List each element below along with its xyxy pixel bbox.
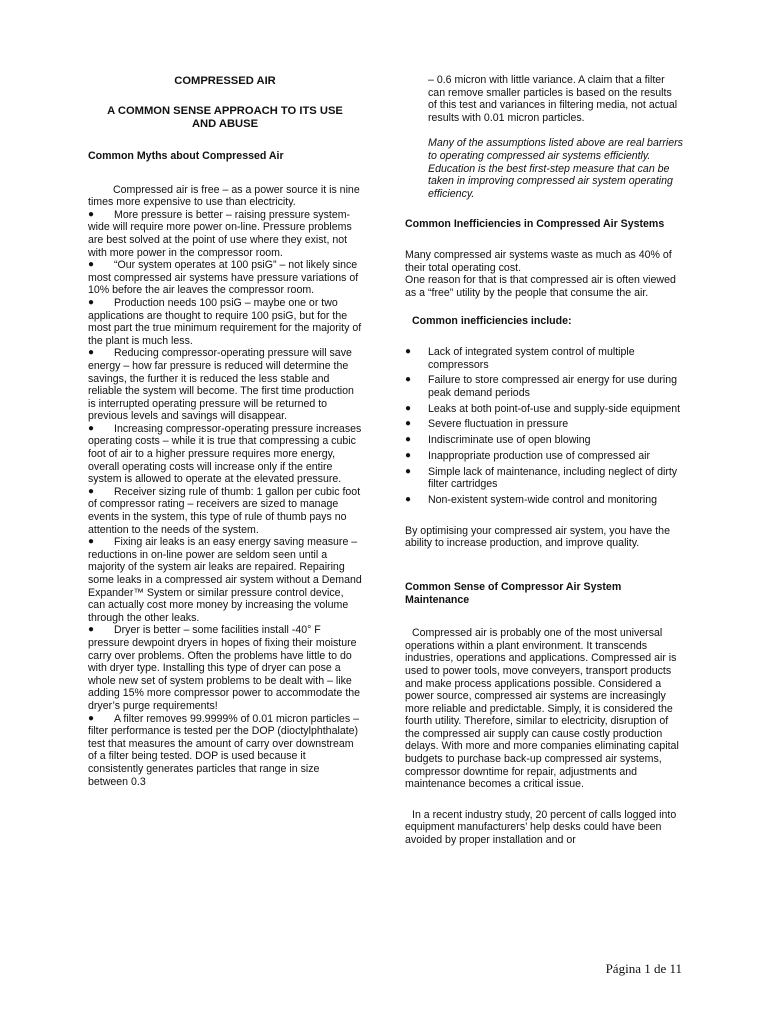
bullet-icon: ● xyxy=(88,624,95,636)
bullet-icon: ● xyxy=(405,402,412,414)
maintenance-paragraph: Compressed air is probably one of the most universal operations within a plant environment. It transcends industries, operations and applications. Compressed air is used to power tools, move conveyers, transport products and make process applications possible. Considered a power source, compressed air systems are increasingly more reliable and predictable. Simply, it is considered the fourth utility. Therefore, similar to electricity, disruption of the compressed air supply can cause costly production delays. With more and more companies eliminating capital budgets to purchase back-up compressed air systems, compressor downtime for repair, adjustments and maintenance becomes a critical issue. xyxy=(405,627,679,791)
list-item: ● Lack of integrated system control of multiple compressors xyxy=(405,345,635,371)
list-item: ● Receiver sizing rule of thumb: 1 gallon per cubic foot of compressor rating – receivers are sized to manage events in the system, this type of rule of thumb pays no attention to the needs of the system. xyxy=(88,485,361,536)
bullet-icon: ● xyxy=(88,712,95,724)
myths-intro: Compressed air is free – as a power source it is nine times more expensive to use than electricity. xyxy=(88,183,360,209)
bullet-icon: ● xyxy=(88,485,95,497)
filter-continuation: – 0.6 micron with little variance. A claim that a filter can remove smaller particles is based on the results of this test and variances in filtering media, not actual results with 0.01 micron particles. xyxy=(428,74,678,124)
maintenance-heading: Common Sense of Compressor Air System Maintenance xyxy=(405,580,622,606)
list-item: ● Inappropriate production use of compressed air xyxy=(405,450,651,462)
list-item: ● Leaks at both point-of-use and supply-side equipment xyxy=(405,402,681,415)
list-item: ● A filter removes 99.9999% of 0.01 micron particles – filter performance is tested per the DOP (dioctylphthalate) test that measures the amount of carry over downstream of a filter being tested. DOP is used because it consistently generates particles that range in size between 0.3 xyxy=(88,712,359,788)
list-item: ● Simple lack of maintenance, including neglect of dirty filter cartridges xyxy=(405,465,678,491)
list-item: ● Non-existent system-wide control and monitoring xyxy=(405,494,658,507)
list-item: ● Failure to store compressed air energy for use during peak demand periods xyxy=(405,374,678,399)
right-column xyxy=(405,0,683,847)
myths-list xyxy=(88,209,362,788)
inefficiencies-list xyxy=(405,346,683,507)
bullet-icon: ● xyxy=(405,418,412,430)
bullet-icon: ● xyxy=(405,374,412,386)
list-item: ● Production needs 100 psiG – maybe one or two applications are thought to require 100 psiG, but for the most part the true minimum requirement for the majority of the plant is much less. xyxy=(88,296,362,347)
list-item: ● More pressure is better – raising pressure system-wide will require more power on-line. Pressure problems are best solved at the point of use where they exist, not with more power in the compressor room. xyxy=(88,208,352,259)
bullet-icon: ● xyxy=(405,494,412,506)
industry-study-paragraph: In a recent industry study, 20 percent of calls logged into equipment manufacturers’ help desks could have been avoided by proper installation and or xyxy=(405,808,677,847)
education-note: Many of the assumptions listed above are real barriers to operating compressed air systems efficiently. Education is the best first-step measure that can be taken in improving compressed air system operating efficiency. xyxy=(428,137,683,200)
bullet-icon: ● xyxy=(405,465,412,477)
list-item: ● Indiscriminate use of open blowing xyxy=(405,434,591,447)
myths-heading: Common Myths about Compressed Air xyxy=(88,150,284,162)
bullet-icon: ● xyxy=(88,208,95,220)
bullet-icon: ● xyxy=(88,536,95,548)
bullet-icon: ● xyxy=(88,347,95,359)
left-column xyxy=(88,0,362,788)
bullet-icon: ● xyxy=(88,422,95,434)
list-item: ● Reducing compressor-operating pressure will save energy – how far pressure is reduced will determine the savings, the further it is reduced the less stable and reliable the system will become. The first time production is interrupted operating pressure will be returned to previous levels and savings will disappear. xyxy=(88,347,354,423)
inefficiencies-reason: One reason for that is that compressed air is often viewed as a “free” utility by the people that consume the air. xyxy=(405,274,676,299)
inefficiencies-heading: Common Inefficiencies in Compressed Air Systems xyxy=(405,218,665,231)
document-title: COMPRESSED AIR xyxy=(174,75,276,87)
page-number: Página 1 de 11 xyxy=(605,961,682,976)
inefficiencies-paragraph: Many compressed air systems waste as much as 40% of their total operating cost. xyxy=(405,248,672,274)
list-item: ● Dryer is better – some facilities install -40° F pressure dewpoint dryers in hopes of fixing their moisture carry over problems. Often the problems have little to do with dryer type. Installing this type of dryer can pose a whole new set of system problems to be dealt with – like adding 15% more compressor power to accommodate the dryer’s purge requirements! xyxy=(88,624,361,712)
bullet-icon: ● xyxy=(88,296,95,308)
bullet-icon: ● xyxy=(405,450,412,461)
list-item: ● “Our system operates at 100 psiG” – not likely since most compressed air systems have pressure variations of 10% before the air leaves the compressor room. xyxy=(88,259,359,297)
list-item: ● Increasing compressor-operating pressure increases operating costs – while it is true that compressing a cubic foot of air to a higher pressure requires more energy, overall operating costs will increase only if the entire system is allowed to operate at the elevated pressure. xyxy=(88,422,362,486)
bullet-icon: ● xyxy=(405,434,412,446)
optimising-paragraph: By optimising your compressed air system, you have the ability to increase production, and improve quality. xyxy=(405,524,670,550)
inefficiencies-list-heading: Common inefficiencies include: xyxy=(412,315,572,328)
bullet-icon: ● xyxy=(88,259,95,271)
list-item: ● Severe fluctuation in pressure xyxy=(405,418,569,431)
list-item: ● Fixing air leaks is an easy energy saving measure – reductions in on-line power are seldom seen until a majority of the system air leaks are repaired. Repairing some leaks in a compressed air system without a Demand Expander™ System or similar pressure control device, can actually cost more money by increasing the volume through the other leaks. xyxy=(88,536,362,624)
document-subtitle: A COMMON SENSE APPROACH TO ITS USE AND ABUSE xyxy=(107,105,343,130)
bullet-icon: ● xyxy=(405,345,412,357)
